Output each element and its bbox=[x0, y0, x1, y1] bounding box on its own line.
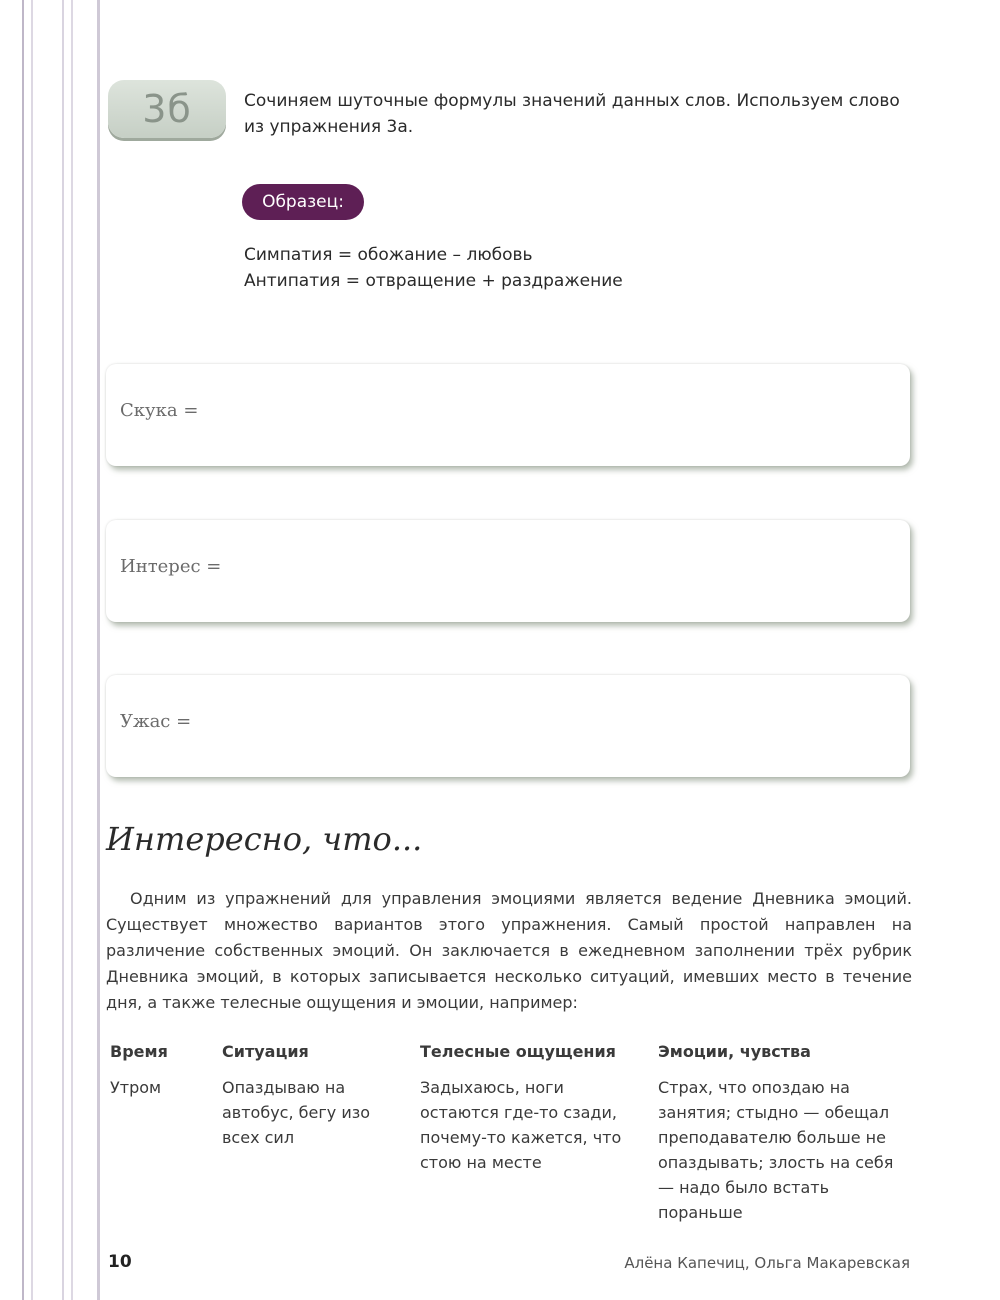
section-title: Интересно, что... bbox=[106, 820, 423, 858]
table-cell: Страх, что опоздаю на занятия; стыдно — обещал преподавателю больше не опаздывать; злость на себя — надо было встать пораньше bbox=[658, 1078, 894, 1222]
exercise-instruction: Сочиняем шуточные формулы значений данных слов. Используем слово из упражнения 3а. bbox=[244, 91, 900, 137]
page-margin-stripes bbox=[0, 0, 100, 1300]
info-paragraph: Одним из упражнений для управления эмоциями является ведение Дневника эмоций. Существует множество вариантов этого упражнения. Самый простой направлен на различение собственных эмоций. Он заключается в ежедневном заполнении трёх рубрик Дневника эмоций, в которых записывается несколько ситуаций, имевших место в течение дня, а также телесные ощущения и эмоции, например: bbox=[106, 889, 912, 1012]
table-cell: Задыхаюсь, ноги остаются где-то сзади, почему-то кажется, что стою на месте bbox=[420, 1078, 622, 1172]
exercise-number-badge: 3б bbox=[108, 80, 226, 138]
table-header-row bbox=[110, 1042, 910, 1075]
sample-formula-2: Антипатия = отвращение + раздражение bbox=[244, 271, 623, 291]
column-header: Время bbox=[110, 1042, 168, 1061]
answer-field-label: Скука = bbox=[120, 400, 199, 421]
table-row bbox=[110, 1075, 910, 1225]
answer-field-boredom[interactable] bbox=[106, 364, 910, 466]
answer-field-horror[interactable] bbox=[106, 675, 910, 777]
sample-label: Образец: bbox=[242, 184, 364, 220]
answer-field-label: Интерес = bbox=[120, 556, 222, 577]
sample-formulas bbox=[244, 242, 623, 294]
sample-formula-1: Симпатия = обожание – любовь bbox=[244, 245, 533, 265]
answer-field-label: Ужас = bbox=[120, 711, 192, 732]
margin-line bbox=[22, 0, 24, 1300]
column-header: Эмоции, чувства bbox=[658, 1042, 811, 1061]
table-cell: Опаздываю на автобус, бегу изо всех сил bbox=[222, 1078, 371, 1147]
column-header: Ситуация bbox=[222, 1042, 309, 1061]
margin-edge bbox=[97, 0, 100, 1300]
emotion-diary-table bbox=[110, 1042, 910, 1225]
table-cell: Утром bbox=[110, 1078, 162, 1097]
column-header: Телесные ощущения bbox=[420, 1042, 616, 1061]
book-authors: Алёна Капечиц, Ольга Макаревская bbox=[624, 1254, 910, 1272]
answer-field-interest[interactable] bbox=[106, 520, 910, 622]
page-number: 10 bbox=[108, 1252, 132, 1272]
